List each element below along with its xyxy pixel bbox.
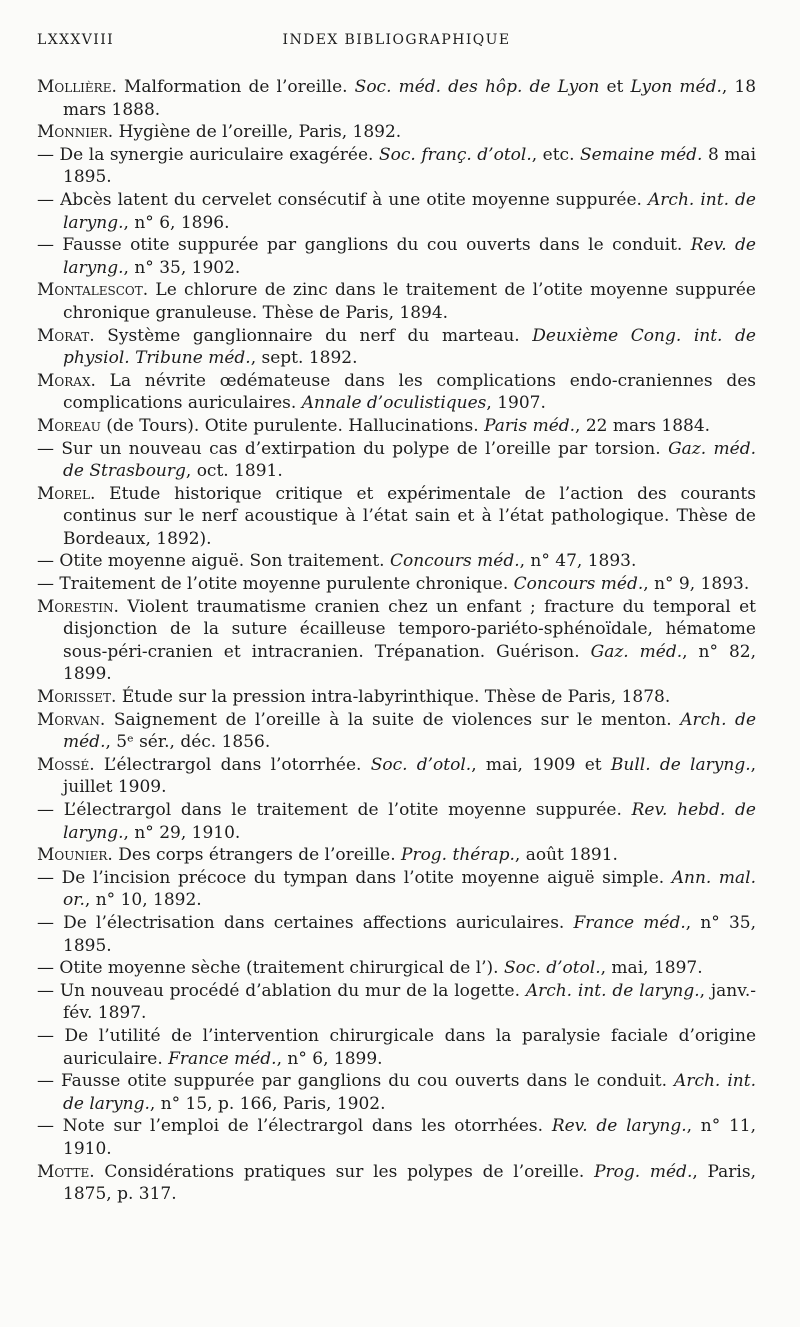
entry-text: Système ganglionnaire du nerf du marteau. bbox=[94, 325, 533, 346]
bibliography-entry bbox=[37, 980, 756, 1025]
entry-text: Fausse otite suppurée par ganglions du cou ouverts dans le conduit. bbox=[54, 235, 691, 256]
entry-author: Morax. bbox=[37, 370, 96, 391]
entry-author: Mounier. bbox=[37, 845, 113, 866]
entry-text: Malformation de l’oreille. bbox=[116, 77, 355, 97]
entry-text: , juillet 1909. bbox=[63, 754, 757, 798]
entry-author: — bbox=[37, 1025, 54, 1046]
entry-text: , janv.-fév. 1897. bbox=[63, 980, 756, 1024]
entry-text: Saignement de l’oreille à la suite de violences sur le menton. bbox=[105, 709, 681, 730]
entry-author: — bbox=[37, 958, 54, 979]
entry-journal: Bull. de laryng. bbox=[610, 754, 751, 775]
entry-journal: Lyon méd. bbox=[630, 77, 722, 97]
entry-journal: Soc. franç. d’otol. bbox=[379, 144, 532, 165]
entry-journal: Arch. int. de laryng. bbox=[525, 980, 700, 1001]
entry-text: Un nouveau procédé d’ablation du mur de la logette. bbox=[54, 980, 526, 1001]
bibliography-entry bbox=[37, 1025, 756, 1070]
entry-journal: Semaine méd. bbox=[580, 144, 703, 165]
entry-journal: Rev. hebd. de laryng. bbox=[63, 800, 756, 843]
bibliography-entry bbox=[37, 596, 756, 686]
entry-author: Morisset. bbox=[37, 687, 117, 708]
entry-text: , mai, 1909 et bbox=[471, 754, 611, 775]
entry-author: — bbox=[37, 867, 54, 888]
entry-text: La névrite œdémateuse dans les complications endo-craniennes des complications auriculaires. bbox=[63, 370, 756, 414]
entry-author: Mollière. bbox=[37, 77, 117, 97]
bibliography-entry bbox=[37, 1070, 756, 1115]
entry-text: Hygiène de l’oreille, Paris, 1892. bbox=[113, 122, 402, 143]
entry-text: , août 1891. bbox=[514, 845, 618, 866]
entry-text: , oct. 1891. bbox=[185, 461, 283, 482]
entry-text: , 22 mars 1884. bbox=[575, 415, 711, 436]
entry-author: Motte. bbox=[37, 1161, 95, 1182]
entry-author: — bbox=[37, 800, 54, 820]
entry-journal: Soc. d’otol. bbox=[503, 958, 601, 979]
entry-text: , mai, 1897. bbox=[600, 958, 703, 979]
entry-text: , n° 11, 1910. bbox=[63, 1116, 757, 1159]
bibliography-entry bbox=[37, 754, 756, 799]
entry-text: , n° 15, p. 166, Paris, 1902. bbox=[149, 1093, 386, 1114]
entry-text: , etc. bbox=[531, 144, 581, 165]
entry-author: Morestin. bbox=[37, 596, 119, 617]
entry-text: Étude sur la pression intra-labyrinthique. Thèse de Paris, 1878. bbox=[116, 687, 671, 708]
entry-text: , n° 35, 1902. bbox=[123, 257, 241, 278]
entry-text: , n° 6, 1896. bbox=[123, 212, 230, 233]
entry-text: (de Tours). Otite purulente. Hallucinations. bbox=[100, 415, 485, 436]
entry-text: De l’incision précoce du tympan dans l’otite moyenne aiguë simple. bbox=[54, 867, 672, 888]
entry-author: Monnier. bbox=[37, 122, 114, 143]
bibliography-entry bbox=[37, 912, 756, 957]
entry-journal: Prog. thérap. bbox=[401, 845, 515, 866]
entry-text: L’électrargol dans le traitement de l’otite moyenne suppurée. bbox=[54, 800, 632, 820]
entry-text: , n° 6, 1899. bbox=[276, 1048, 383, 1069]
entry-text: , n° 9, 1893. bbox=[643, 574, 750, 595]
entry-text: Otite moyenne aiguë. Son traitement. bbox=[54, 551, 390, 572]
entry-journal: Concours méd. bbox=[513, 574, 644, 595]
entry-text: Traitement de l’otite moyenne purulente chronique. bbox=[54, 574, 514, 595]
bibliography-entry bbox=[37, 279, 756, 324]
entry-author: — bbox=[37, 1071, 54, 1092]
entry-journal: Ann. mal. or. bbox=[63, 867, 756, 911]
entry-journal: Rev. de laryng. bbox=[551, 1116, 687, 1137]
bibliography-entry bbox=[37, 550, 756, 573]
entry-text: Etude historique critique et expérimentale de l’action des courants continus sur le nerf acoustique à l’état sain et à l’état pathologique. Thèse de Bordeaux, 1892). bbox=[63, 483, 756, 549]
entry-author: Morel. bbox=[37, 483, 96, 504]
entry-text: Considérations pratiques sur les polypes de l’oreille. bbox=[94, 1161, 595, 1182]
entry-text: Des corps étrangers de l’oreille. bbox=[112, 845, 401, 866]
entry-text: 8 mai 1895. bbox=[63, 144, 757, 188]
entry-text: , n° 82, 1899. bbox=[63, 641, 756, 685]
entry-author: — bbox=[37, 438, 54, 459]
entry-author: Mossé. bbox=[37, 754, 95, 775]
entry-author: Morat. bbox=[37, 325, 95, 346]
entry-author: — bbox=[37, 235, 54, 256]
page-number: LXXXVIII bbox=[37, 32, 115, 48]
bibliography-entry bbox=[37, 234, 756, 279]
entry-author: — bbox=[37, 574, 54, 595]
bibliography-entry bbox=[37, 799, 756, 844]
entry-text: , 5ᵉ sér., déc. 1856. bbox=[105, 732, 271, 753]
bibliography-entry bbox=[37, 76, 756, 121]
entry-author: Moreau bbox=[37, 415, 101, 436]
entry-journal: Arch. int. de laryng. bbox=[63, 189, 756, 233]
bibliography-entry bbox=[37, 709, 756, 754]
entry-text: , sept. 1892. bbox=[250, 348, 358, 369]
entry-text: Note sur l’emploi de l’électrargol dans les otorrhées. bbox=[54, 1116, 552, 1137]
bibliography-entry bbox=[37, 483, 756, 551]
entry-author: Montalescot. bbox=[37, 280, 149, 301]
entry-text: L’électrargol dans l’otorrhée. bbox=[94, 754, 371, 775]
entry-text: , 1907. bbox=[486, 393, 546, 414]
entry-journal: France méd. bbox=[168, 1048, 277, 1069]
bibliography-list bbox=[37, 76, 756, 1206]
entry-text: Le chlorure de zinc dans le traitement de l’otite moyenne suppurée chronique granuleuse. Thèse de Paris, 1894. bbox=[63, 280, 756, 323]
entry-journal: Arch. de méd. bbox=[63, 709, 757, 753]
bibliography-entry bbox=[37, 144, 756, 189]
entry-journal: Deuxième Cong. int. de physiol. Tribune méd. bbox=[63, 325, 756, 369]
entry-journal: Annale d’oculistiques bbox=[301, 393, 487, 414]
entry-journal: Soc. d’otol. bbox=[370, 754, 472, 775]
running-head bbox=[37, 0, 756, 48]
entry-text: Otite moyenne sèche (traitement chirurgical de l’). bbox=[54, 958, 504, 979]
entry-journal: Soc. méd. des hôp. de Lyon bbox=[354, 77, 600, 97]
bibliography-entry bbox=[37, 121, 756, 144]
bibliography-entry bbox=[37, 686, 756, 709]
entry-journal: Prog. méd. bbox=[594, 1161, 693, 1182]
bibliography-entry bbox=[37, 438, 756, 483]
bibliography-entry bbox=[37, 415, 756, 438]
page-title: INDEX BIBLIOGRAPHIQUE bbox=[282, 32, 511, 48]
entry-author: — bbox=[37, 189, 54, 210]
entry-text: , Paris, 1875, p. 317. bbox=[63, 1161, 756, 1205]
bibliography-entry bbox=[37, 1161, 756, 1206]
bibliography-entry bbox=[37, 189, 756, 234]
entry-journal: Arch. int. de laryng. bbox=[63, 1071, 756, 1114]
entry-text: , n° 35, 1895. bbox=[63, 912, 756, 956]
entry-author: — bbox=[37, 144, 54, 165]
entry-author: — bbox=[37, 912, 54, 933]
entry-author: — bbox=[37, 980, 54, 1001]
entry-author: — bbox=[37, 1116, 54, 1137]
bibliography-entry bbox=[37, 957, 756, 980]
entry-text: , n° 10, 1892. bbox=[84, 890, 202, 911]
entry-journal: Concours méd. bbox=[389, 551, 520, 572]
entry-text: Abcès latent du cervelet consécutif à une otite moyenne suppurée. bbox=[54, 189, 649, 210]
entry-text: De l’utilité de l’intervention chirurgicale dans la paralysie faciale d’origine auriculaire. bbox=[54, 1025, 756, 1069]
bibliography-entry bbox=[37, 370, 756, 415]
entry-text: , n° 29, 1910. bbox=[123, 822, 241, 843]
bibliography-entry bbox=[37, 844, 756, 867]
entry-text: et bbox=[599, 77, 631, 97]
bibliography-entry bbox=[37, 867, 756, 912]
entry-text: De la synergie auriculaire exagérée. bbox=[54, 144, 379, 165]
entry-journal: France méd. bbox=[573, 912, 686, 933]
entry-journal: Gaz. méd. bbox=[590, 641, 683, 662]
bibliography-entry bbox=[37, 573, 756, 596]
entry-journal: Paris méd. bbox=[484, 415, 576, 436]
entry-text: De l’électrisation dans certaines affections auriculaires. bbox=[54, 912, 574, 933]
bibliography-entry bbox=[37, 1115, 756, 1160]
entry-text: Sur un nouveau cas d’extirpation du polype de l’oreille par torsion. bbox=[54, 438, 669, 459]
entry-text: Fausse otite suppurée par ganglions du cou ouverts dans le conduit. bbox=[54, 1071, 675, 1092]
entry-author: — bbox=[37, 551, 54, 572]
entry-text: , 18 mars 1888. bbox=[63, 77, 757, 120]
entry-text: , n° 47, 1893. bbox=[519, 551, 637, 572]
bibliography-entry bbox=[37, 325, 756, 370]
entry-text: Violent traumatisme cranien chez un enfant ; fracture du temporal et disjonction de la suture écailleuse temporo-pariéto-sphénoïdale, hématome sous-péri-cranien et intracranien. Trépanation. Guérison. bbox=[63, 596, 756, 662]
entry-journal: Gaz. méd. de Strasbourg bbox=[63, 438, 757, 482]
entry-journal: Rev. de laryng. bbox=[63, 235, 756, 278]
entry-author: Morvan. bbox=[37, 709, 106, 730]
